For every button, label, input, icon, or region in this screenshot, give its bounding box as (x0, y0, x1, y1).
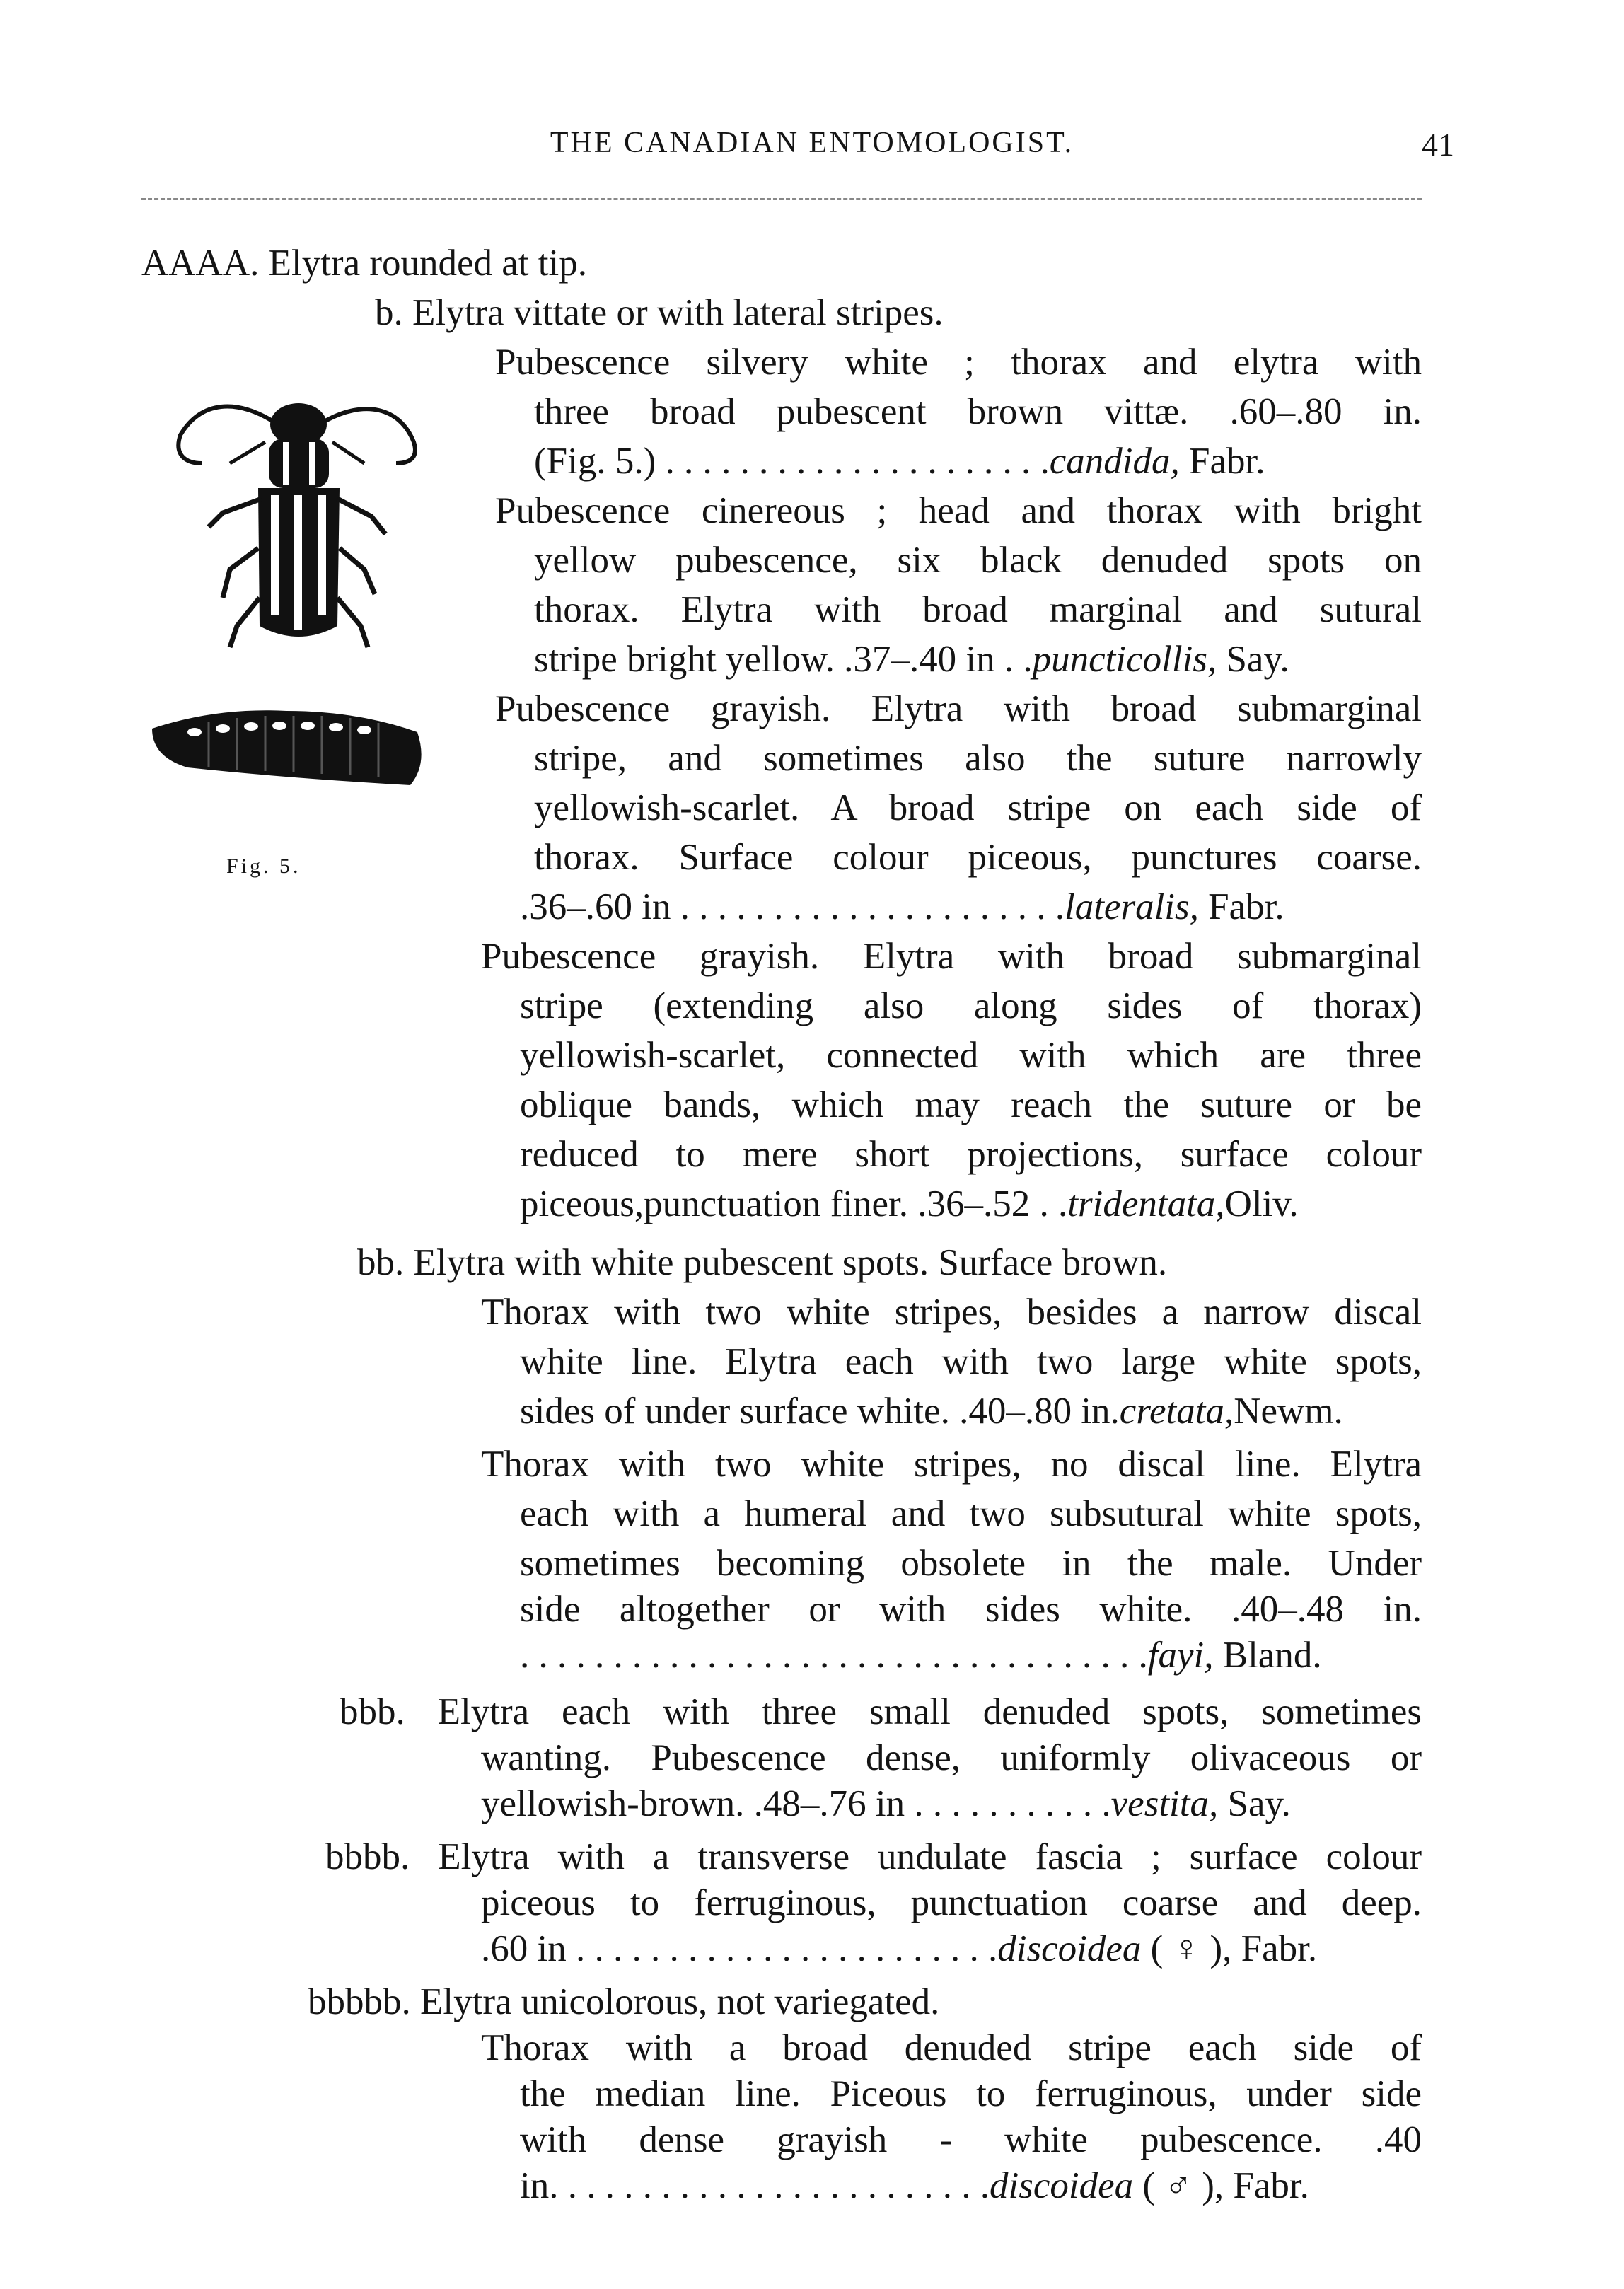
entry-discoidea-male-line-4 (520, 2165, 1309, 2207)
entry-cretata-line-2: white line. Elytra each with two large white spots, (520, 1341, 1422, 1382)
entry-cretata-line-1: Thorax with two white stripes, besides a narrow discal (481, 1292, 1422, 1333)
entry-lateralis-line-2: stripe, and sometimes also the suture narrowly (534, 738, 1422, 779)
entry-puncticollis-line-3: thorax. Elytra with broad marginal and sutural (534, 589, 1422, 630)
author-name: Bland. (1213, 1635, 1322, 1676)
beetle-illustration (152, 357, 449, 654)
key-heading-b: b. Elytra vittate or with lateral stripes. (375, 292, 944, 333)
species-name: discoidea (997, 1928, 1142, 1969)
entry-tridentata-line-6 (520, 1183, 1299, 1225)
species-name: candida, (1049, 441, 1180, 482)
entry-fayi-line-4: side altogether or with sides white. .40–.48 in. (520, 1589, 1422, 1630)
entry-candida-line-3 (534, 440, 1422, 482)
author-name: Oliv. (1224, 1183, 1299, 1224)
measurement-text: sides of under surface white. .40–.80 in. (520, 1391, 1120, 1432)
species-name: vestita, (1110, 1783, 1219, 1824)
entry-tridentata-line-1: Pubescence grayish. Elytra with broad submarginal (481, 936, 1422, 977)
author-name: Say. (1218, 1783, 1291, 1824)
entry-puncticollis-line-1: Pubescence cinereous ; head and thorax with bright (495, 490, 1422, 531)
entry-fayi-line-3: sometimes becoming obsolete in the male. Under (520, 1543, 1422, 1584)
entry-fayi-line-5 (520, 1634, 1322, 1676)
author-name: Fabr. (1198, 886, 1284, 927)
entry-lateralis-line-4: thorax. Surface colour piceous, punctures coarse. (534, 837, 1422, 878)
leader-dots: piceous,punctuation finer. .36–.52 . . (520, 1183, 1068, 1224)
entry-lateralis-line-3: yellowish-scarlet. A broad stripe on each side of (534, 787, 1422, 828)
entry-discoidea-female-line-2: piceous to ferruginous, punctuation coarse and deep. (481, 1882, 1422, 1923)
entry-cretata-line-3 (520, 1390, 1343, 1432)
entry-tridentata-line-3: yellowish-scarlet, connected with which are three (520, 1035, 1422, 1076)
entry-fayi-line-2: each with a humeral and two subsutural white spots, (520, 1493, 1422, 1534)
entry-vestita-line-1: bbb. Elytra each with three small denuded spots, sometimes (340, 1691, 1422, 1732)
species-name: tridentata, (1067, 1183, 1225, 1224)
leader-dots: .36–.60 in . . . . . . . . . . . . . . . . . . . . . (520, 886, 1065, 927)
entry-lateralis-line-5 (520, 886, 1284, 928)
species-name: cretata, (1119, 1391, 1234, 1432)
entry-lateralis-line-1: Pubescence grayish. Elytra with broad submarginal (495, 688, 1422, 729)
entry-tridentata-line-5: reduced to mere short projections, surface colour (520, 1134, 1422, 1175)
running-header (0, 126, 1624, 168)
entry-discoidea-male-line-3: with dense grayish - white pubescence. .40 (520, 2119, 1422, 2160)
larva-illustration (145, 693, 435, 799)
leader-dots: (Fig. 5.) . . . . . . . . . . . . . . . . . . . . . (534, 441, 1050, 482)
key-heading-bbbbb: bbbbb. Elytra unicolorous, not variegated. (308, 1981, 940, 2022)
page-number: 41 (1422, 127, 1454, 163)
author-name: Fabr. (1179, 441, 1265, 482)
entry-discoidea-female-line-3 (481, 1928, 1317, 1970)
entry-candida-line-2: three broad pubescent brown vittæ. .60–.80 in. (534, 391, 1422, 432)
entry-vestita-line-2: wanting. Pubescence dense, uniformly olivaceous or (481, 1737, 1422, 1778)
journal-title: THE CANADIAN ENTOMOLOGIST. (550, 127, 1074, 159)
figure-caption: Fig. 5. (226, 854, 301, 878)
header-rule (141, 198, 1422, 200)
entry-discoidea-female-line-1: bbbb. Elytra with a transverse undulate fascia ; surface colour (325, 1836, 1422, 1877)
species-name: discoidea (989, 2165, 1134, 2206)
entry-vestita-line-3 (481, 1783, 1291, 1825)
leader-dots: yellowish-brown. .48–.76 in . . . . . . . . . . . (481, 1783, 1111, 1824)
leader-dots: stripe bright yellow. .37–.40 in . . (534, 639, 1033, 680)
entry-puncticollis-line-4 (534, 638, 1289, 680)
key-heading-aaaa: AAAA. Elytra rounded at tip. (141, 243, 587, 284)
leader-dots: in. . . . . . . . . . . . . . . . . . . . . . . . (520, 2165, 990, 2206)
leader-dots: .60 in . . . . . . . . . . . . . . . . . . . . . . . (481, 1928, 998, 1969)
entry-discoidea-male-line-2: the median line. Piceous to ferruginous, under side (520, 2073, 1422, 2114)
entry-tridentata-line-2: stripe (extending also along sides of thorax) (520, 985, 1422, 1026)
species-name: lateralis, (1064, 886, 1199, 927)
entry-candida-line-1: Pubescence silvery white ; thorax and elytra with (495, 342, 1422, 383)
entry-fayi-line-1: Thorax with two white stripes, no discal line. Elytra (481, 1444, 1422, 1485)
entry-puncticollis-line-2: yellow pubescence, six black denuded spots on (534, 540, 1422, 581)
species-name: puncticollis, (1032, 639, 1217, 680)
species-name: fayi, (1147, 1635, 1214, 1676)
author-name: Say. (1217, 639, 1289, 680)
entry-tridentata-line-4: oblique bands, which may reach the suture or be (520, 1084, 1422, 1125)
entry-discoidea-male-line-1: Thorax with a broad denuded stripe each side of (481, 2027, 1422, 2068)
author-name: ( ♂ ), Fabr. (1133, 2165, 1309, 2206)
author-name: ( ♀ ), Fabr. (1141, 1928, 1318, 1969)
leader-dots: . . . . . . . . . . . . . . . . . . . . . . . . . . . . . . . . . . (520, 1635, 1148, 1676)
key-heading-bb: bb. Elytra with white pubescent spots. Surface brown. (357, 1242, 1168, 1283)
author-name: Newm. (1234, 1391, 1343, 1432)
